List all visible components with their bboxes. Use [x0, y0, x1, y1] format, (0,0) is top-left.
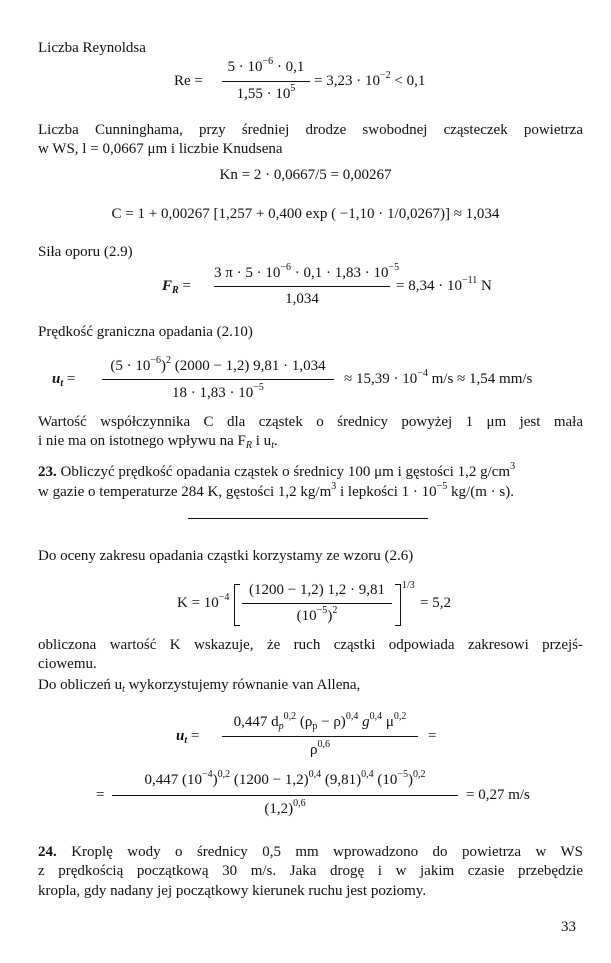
- fr-denominator: 1,034: [285, 291, 319, 307]
- re-fraction-bar: [222, 81, 310, 82]
- allen2-result: = 0,27 m/s: [466, 787, 530, 803]
- re-denominator: $1,55 \cdot 10^5$: [236, 83, 296, 102]
- k-result: = 5,2: [420, 595, 451, 611]
- fr-result: = $8,34 \cdot 10^{-11}$ N: [396, 275, 492, 294]
- page-number: 33: [561, 919, 576, 935]
- para-k-line2: ciowemu.: [38, 656, 97, 672]
- allen2-numerator: 0,447 $(10^{-4})^{0,2}$ $(1200 - 1,2)^{0,4}$ $(9,81)^{0,4}$ $(10^{-5})^{0,2}$: [144, 769, 426, 788]
- section-separator: [188, 518, 428, 519]
- problem-23-line1: 23. Obliczyć prędkość opadania cząstek o średnicy 100 μm i gęstości 1,2 $g/cm^3$: [38, 461, 516, 480]
- fr-lhs: $F_R$ =: [162, 278, 191, 296]
- k-outer-exponent: 1/3: [402, 580, 415, 591]
- problem-24-line1: 24. Kroplę wody o średnicy 0,5 mm wprowadzono do powietrza w WS: [38, 844, 584, 860]
- allen1-fraction-bar: [222, 736, 418, 737]
- para-cunningham-note-line2: i nie ma on istotnego wpływu na $F_R$ i $u_t$.: [38, 433, 278, 451]
- re-result: = $3,23 \cdot 10^{-2} < 0,1$: [314, 70, 426, 89]
- ut-fraction-bar: [102, 379, 334, 380]
- solution-intro: Do oceny zakresu opadania cząstki korzystamy ze wzoru (2.6): [38, 548, 414, 564]
- para-k-line1: obliczona wartość K wskazuje, że ruch cząstki odpowiada zakresowi przejś-: [38, 637, 583, 653]
- k-numerator: (1200 − 1,2) 1,2 · 9,81: [249, 582, 385, 598]
- k-fraction-bar: [242, 603, 392, 604]
- para-cunningham-note-line1: Wartość współczynnika C dla cząstek o średnicy powyżej 1 μm jest mała: [38, 414, 583, 430]
- k-right-bracket: [395, 584, 401, 626]
- ut-lhs: $u_t$ =: [52, 371, 76, 389]
- ut-result: ≈ $15,39 \cdot 10^{-4}$ m/s ≈ 1,54 mm/s: [344, 368, 533, 387]
- problem-24-line2: z prędkością początkową 30 m/s. Jaka drogę i w jakim czasie przebędzie: [38, 863, 583, 879]
- allen2-lhs: =: [96, 787, 105, 803]
- para-cunningham-line1: Liczba Cunninghama, przy średniej drodze swobodnej cząsteczek powietrza: [38, 122, 583, 138]
- problem-23-line2: w gazie o temperaturze 284 K, gęstości 1,2 $kg/m^3$ i lepkości $1 \cdot 10^{-5}$ kg/(m · s).: [38, 481, 514, 500]
- fr-fraction-bar: [214, 286, 390, 287]
- allen1-rhs: =: [428, 728, 437, 744]
- re-lhs: Re =: [174, 73, 203, 89]
- para-cunningham-line2: w WS, l = 0,0667 μm i liczbie Knudsena: [38, 141, 283, 157]
- allen1-denominator: $\rho^{0,6}$: [310, 739, 330, 758]
- heading-drag-force: Siła oporu (2.9): [38, 244, 133, 260]
- k-lhs: $K = 10^{-4}$: [177, 592, 230, 611]
- equation-knudsen: Kn = 2 · 0,0667/5 = 0,00267: [219, 167, 392, 183]
- fr-numerator: 3 $\pi \cdot 5 \cdot 10^{-6} \cdot 0,1 \cdot 1,83 \cdot 10^{-5}$: [214, 262, 400, 281]
- ut-denominator: $18 \cdot 1,83 \cdot 10^{-5}$: [172, 382, 264, 401]
- equation-cunningham: C = 1 + 0,00267 [1,257 + 0,400 exp ( −1,10 · 1/0,0267)] ≈ 1,034: [111, 206, 500, 222]
- k-denominator: $(10^{-5})^2$: [296, 605, 338, 624]
- heading-reynolds: Liczba Reynoldsa: [38, 40, 146, 56]
- heading-terminal-velocity: Prędkość graniczna opadania (2.10): [38, 324, 253, 340]
- allen1-numerator: 0,447 $d_p^{0,2}$ $(\rho_p - \rho)^{0,4}$ $g^{0,4}$ $\mu^{0,2}$: [233, 711, 407, 732]
- ut-numerator: $(5 \cdot 10^{-6})^2$ (2000 − 1,2) 9,81 · 1,034: [110, 355, 326, 374]
- allen2-fraction-bar: [112, 795, 458, 796]
- allen1-lhs: $u_t$ =: [176, 728, 200, 746]
- re-numerator: $5 \cdot 10^{-6} \cdot 0,1$: [227, 56, 305, 75]
- allen2-denominator: $(1,2)^{0,6}$: [264, 798, 306, 817]
- k-left-bracket: [234, 584, 240, 626]
- problem-24-line3: kropla, gdy nadany jej początkowy kierunek ruchu jest poziomy.: [38, 883, 427, 899]
- para-allen: Do obliczeń $u_t$ wykorzystujemy równanie van Allena,: [38, 677, 361, 695]
